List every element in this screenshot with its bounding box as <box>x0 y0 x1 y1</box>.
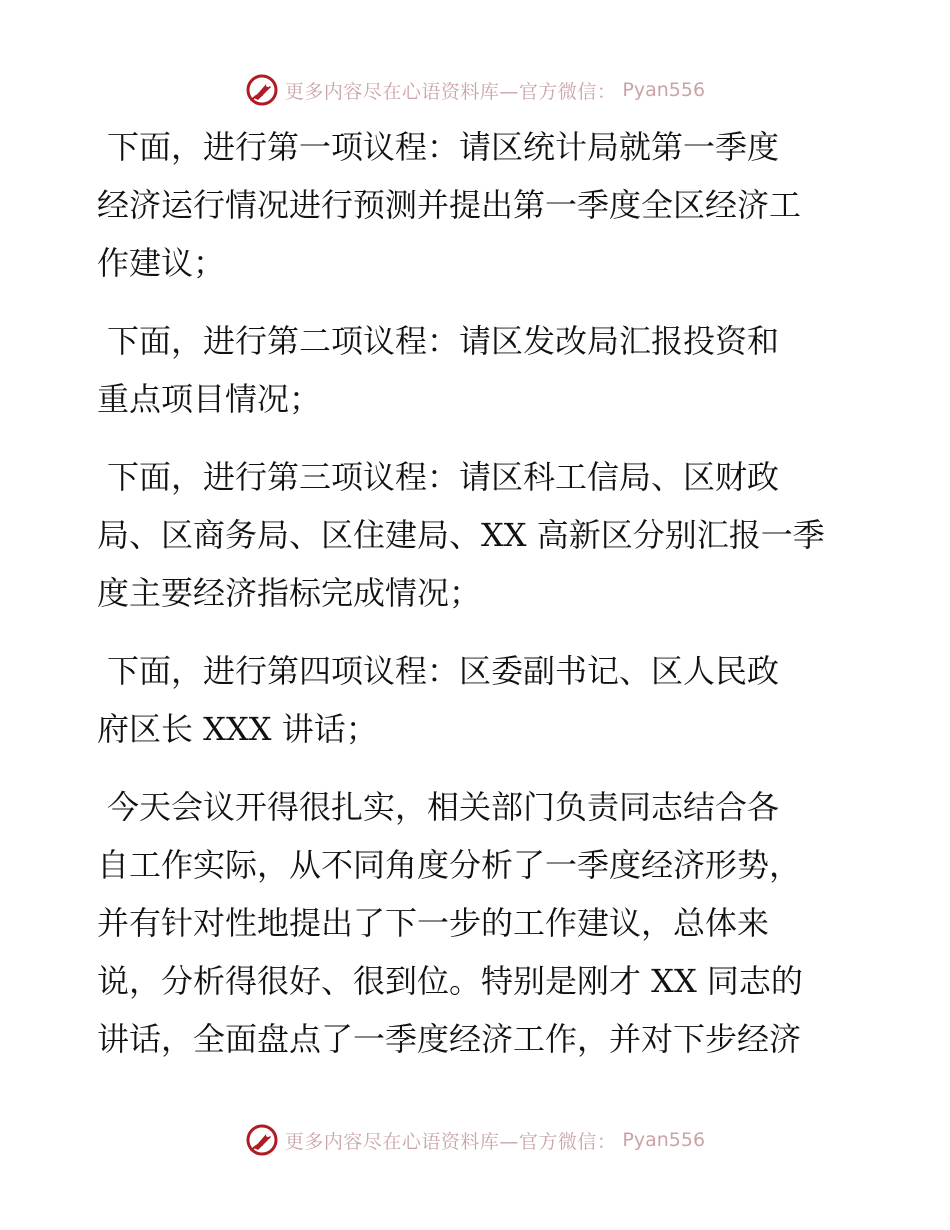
text-line: 讲话，全面盘点了一季度经济工作，并对下步经济 <box>97 1020 802 1058</box>
text-line: 说，分析得很好、很到位。特别是刚才 XX 同志的 <box>97 962 803 1000</box>
watermark-text: 更多内容尽在心语资料库—官方微信： <box>284 80 617 103</box>
text-line: 自工作实际，从不同角度分析了一季度经济形势， <box>97 846 802 884</box>
text-line: 下面，进行第三项议程：请区科工信局、区财政 <box>107 458 780 496</box>
paragraph-summary <box>97 778 877 1068</box>
paragraph-agenda-2 <box>97 312 877 428</box>
text-line: 度主要经济指标完成情况； <box>97 574 482 612</box>
text-line: 今天会议开得很扎实，相关部门负责同志结合各 <box>107 788 780 826</box>
watermark-text: 更多内容尽在心语资料库—官方微信： <box>284 1130 617 1153</box>
watermark-id: Pyan556 <box>622 1129 706 1151</box>
text-line: 下面，进行第一项议程：请区统计局就第一季度 <box>107 128 780 166</box>
paragraph-agenda-4 <box>97 642 877 758</box>
text-line: 局、区商务局、区住建局、XX 高新区分别汇报一季 <box>97 516 825 554</box>
text-line: 重点项目情况； <box>97 380 322 418</box>
text-line: 下面，进行第二项议程：请区发改局汇报投资和 <box>107 322 780 360</box>
text-line: 经济运行情况进行预测并提出第一季度全区经济工 <box>97 186 802 224</box>
document-body <box>97 118 877 1088</box>
paragraph-agenda-3 <box>97 448 877 622</box>
text-line: 府区长 XXX 讲话； <box>97 710 378 748</box>
watermark-id: Pyan556 <box>622 79 706 101</box>
paragraph-agenda-1 <box>97 118 877 292</box>
header-watermark <box>0 70 950 110</box>
pen-nib-logo-icon <box>245 73 279 107</box>
footer-watermark <box>0 1120 950 1160</box>
text-line: 下面，进行第四项议程：区委副书记、区人民政 <box>107 652 780 690</box>
text-line: 并有针对性地提出了下一步的工作建议，总体来 <box>97 904 770 942</box>
text-line: 作建议； <box>97 244 226 282</box>
pen-nib-logo-icon <box>245 1123 279 1157</box>
